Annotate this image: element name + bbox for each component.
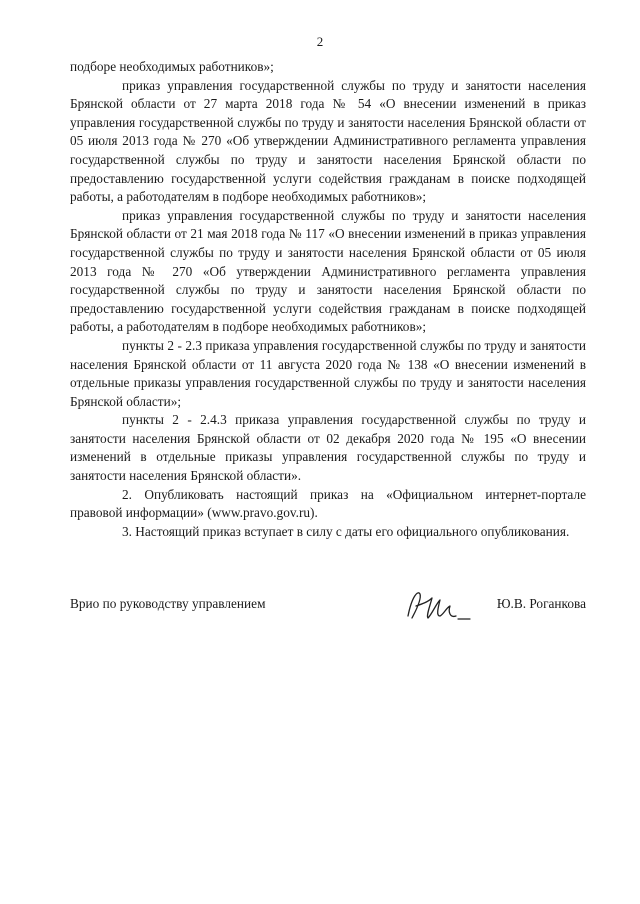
- paragraph-continuation: подборе необходимых работников»;: [70, 59, 274, 74]
- signer-name: Ю.В. Роганкова: [496, 596, 586, 611]
- page-number: 2: [316, 34, 324, 49]
- paragraph-order-138: пункты 2 - 2.3 приказа управления государственной службы по труду и занятости населения Брянской области от 11 августа 2020 года № 138 «О внесении изменений в отдельные приказы управления государственной службы по труду и занятости населения Брянской области»;: [70, 337, 586, 409]
- document-body: [70, 58, 586, 541]
- paragraph-order-195: пункты 2 - 2.4.3 приказа управления государственной службы по труду и занятости населения Брянской области от 02 декабря 2020 года № 195 «О внесении изменений в отдельные приказы управления государственной службы по труду и занятости населения Брянской области».: [70, 412, 586, 484]
- handwritten-signature-icon: [402, 586, 474, 624]
- paragraph-order-54: приказ управления государственной службы по труду и занятости населения Брянской области от 27 марта 2018 года № 54 «О внесении изменений в приказ управления государственной службы по труду и занятости населения Брянской области от 05 июля 2013 года № 270 «Об утверждении Административного регламента управления государственной службы по труду и занятости населения Брянской области по предоставлению государственной услуги содействия гражданам в поиске подходящей работы, а работодателям в подборе необходимых работников»;: [70, 77, 586, 205]
- paragraph-effective: 3. Настоящий приказ вступает в силу с даты его официального опубликования.: [122, 523, 570, 539]
- paragraph-order-117: приказ управления государственной службы по труду и занятости населения Брянской области от 21 мая 2018 года № 117 «О внесении изменений в приказ управления государственной службы по труду и занятости населения Брянской области от 05 июля 2013 года № 270 «Об утверждении Административного регламента управления государственной службы по труду и занятости населения Брянской области по предоставлению государственной услуги содействия гражданам в поиске подходящей работы, а работодателям в подборе необходимых работников»;: [70, 207, 586, 335]
- paragraph-publish: 2. Опубликовать настоящий приказ на «Официальном интернет-портале правовой информации» (www.pravo.gov.ru).: [70, 486, 586, 521]
- signature-block: [70, 586, 586, 626]
- signer-position: Врио по руководству управлением: [70, 596, 266, 611]
